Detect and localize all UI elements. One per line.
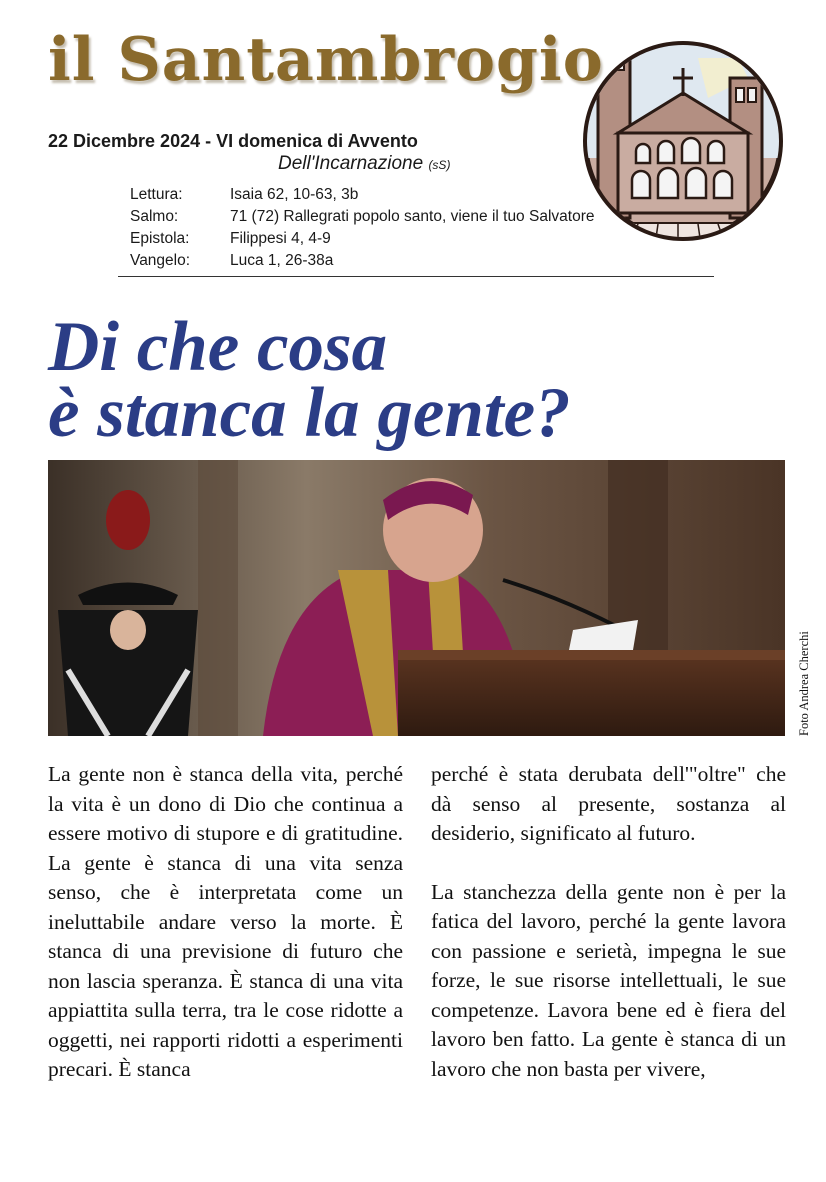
- reading-value: Luca 1, 26-38a: [230, 252, 334, 269]
- issue-date: 22 Dicembre 2024 - VI domenica di Avvento: [48, 131, 418, 151]
- reading-label: Lettura:: [130, 186, 183, 203]
- masthead-title: il Santambrogio: [48, 25, 604, 95]
- feast-name: [278, 153, 450, 175]
- readings-divider: [118, 276, 714, 277]
- reading-label: Vangelo:: [130, 252, 191, 269]
- feast-note: (sS): [428, 158, 451, 172]
- reading-row: [118, 250, 714, 272]
- archbishop-preaching-image: [48, 460, 785, 736]
- article-photo: [48, 460, 785, 736]
- reading-label: Epistola:: [130, 230, 190, 247]
- photo-credit: Foto Andrea Cherchi: [797, 631, 811, 736]
- reading-value: Isaia 62, 10-63, 3b: [230, 186, 359, 203]
- article-column-left: [48, 760, 403, 1085]
- reading-value: Filippesi 4, 4-9: [230, 230, 331, 247]
- basilica-logo-icon: [578, 38, 788, 244]
- article-paragraph: La stanchezza della gente non è per la fatica del lavoro, perché la gente lavora con passione e serietà, impegna le sue forze, le sue risorse intellettuali, le sue competenze. Lavora bene ed è fiera del lavoro ben fatto. La gente è stanca di un lavoro che non basta per vivere,: [431, 879, 786, 1081]
- article-paragraph: perché è stata derubata dell'"oltre" che dà senso al presente, sostanza al desiderio, significato al futuro.: [431, 762, 786, 845]
- reading-label: Salmo:: [130, 208, 179, 225]
- article-paragraph: La gente non è stanca della vita, perché la vita è un dono di Dio che continua a essere motivo di stupore e di gratitudine. La gente è stanca di una vita senza senso, che è interpretata come un ineluttabile andare verso la morte. È stanca di una previsione di futuro che non lascia speranza. È stanca di una vita appiattita sulla terra, tra le cose ridotte a oggetti, nei rapporti ridotti a esperimenti precari. È stanca: [48, 762, 403, 1081]
- article-column-right: [431, 760, 786, 1084]
- headline: [48, 308, 788, 452]
- reading-value: 71 (72) Rallegrati popolo santo, viene il tuo Salvatore: [230, 208, 595, 225]
- headline-line-1: Di che cosa: [48, 308, 388, 386]
- headline-line-2: è stanca la gente?: [48, 374, 571, 452]
- feast-label: Dell'Incarnazione: [278, 153, 424, 174]
